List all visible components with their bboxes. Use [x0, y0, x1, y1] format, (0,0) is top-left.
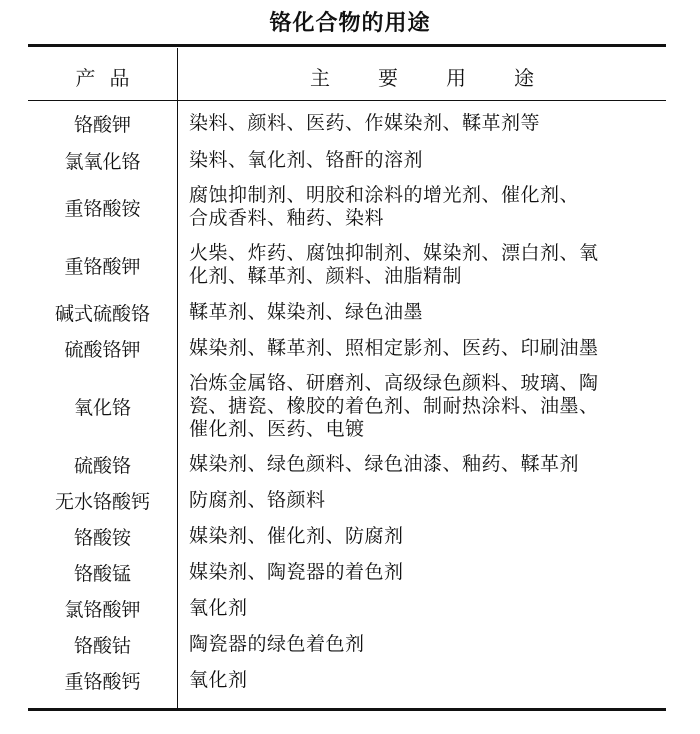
- table-row: [28, 626, 666, 662]
- table-row: [28, 662, 666, 698]
- table-title: 铬化合物的用途: [269, 11, 431, 36]
- top-rule: [28, 44, 666, 47]
- row-product: 硫酸铬: [73, 454, 131, 477]
- row-product: 铬酸钴: [73, 634, 131, 657]
- row-use: 媒染剂、陶瓷器的着色剂: [189, 560, 404, 583]
- row-product: 重铬酸钙: [64, 670, 141, 693]
- row-use: 染料、颜料、医药、作媒染剂、鞣革剂等: [189, 111, 541, 134]
- row-product: 氯氧化铬: [64, 150, 141, 173]
- bottom-rule: [28, 708, 666, 711]
- table-row: [28, 294, 666, 330]
- table-row: [28, 366, 666, 446]
- row-use: 火柴、炸药、腐蚀抑制剂、媒染剂、漂白剂、氧 化剂、鞣革剂、颜料、油脂精制: [189, 242, 599, 287]
- row-product: 铬酸钾: [73, 113, 131, 136]
- row-product: 氧化铬: [73, 396, 131, 419]
- row-use: 氧化剂: [189, 668, 248, 691]
- row-use: 陶瓷器的绿色着色剂: [189, 632, 365, 655]
- row-use: 媒染剂、绿色颜料、绿色油漆、釉药、鞣革剂: [189, 452, 580, 475]
- row-use: 染料、氧化剂、铬酐的溶剂: [189, 148, 424, 171]
- row-use: 媒染剂、鞣革剂、照相定影剂、医药、印刷油墨: [189, 336, 599, 359]
- table-row: [28, 482, 666, 518]
- row-use: 腐蚀抑制剂、明胶和涂料的增光剂、催化剂、 合成香料、釉药、染料: [189, 184, 580, 229]
- table-row: [28, 178, 666, 236]
- row-use: 防腐剂、铬颜料: [189, 488, 326, 511]
- row-product: 碱式硫酸铬: [54, 302, 150, 325]
- row-product: 氯铬酸钾: [64, 598, 141, 621]
- table-row: [28, 590, 666, 626]
- row-product: 铬酸铵: [73, 526, 131, 549]
- table-row: [28, 330, 666, 366]
- table-row: [28, 518, 666, 554]
- header-product: 产品: [75, 66, 144, 90]
- row-product: 铬酸锰: [73, 562, 131, 585]
- table-row: [28, 236, 666, 294]
- row-product: 无水铬酸钙: [54, 490, 150, 513]
- row-use: 媒染剂、催化剂、防腐剂: [189, 524, 404, 547]
- table-row: [28, 554, 666, 590]
- table-body: [28, 104, 666, 698]
- row-product: 重铬酸铵: [64, 197, 141, 220]
- row-product: 重铬酸钾: [64, 255, 141, 278]
- row-use: 氧化剂: [189, 596, 248, 619]
- row-use: 冶炼金属铬、研磨剂、高级绿色颜料、玻璃、陶 瓷、搪瓷、橡胶的着色剂、制耐热涂料、油墨、 催化剂、医药、电镀: [189, 371, 599, 440]
- table-header: [28, 50, 666, 100]
- header-rule: [28, 100, 666, 101]
- table-row: [28, 142, 666, 178]
- row-product: 硫酸铬钾: [64, 338, 141, 361]
- table-row: [28, 104, 666, 142]
- row-use: 鞣革剂、媒染剂、绿色油墨: [189, 300, 424, 323]
- table-row: [28, 446, 666, 482]
- header-use: 主要用途: [310, 66, 582, 90]
